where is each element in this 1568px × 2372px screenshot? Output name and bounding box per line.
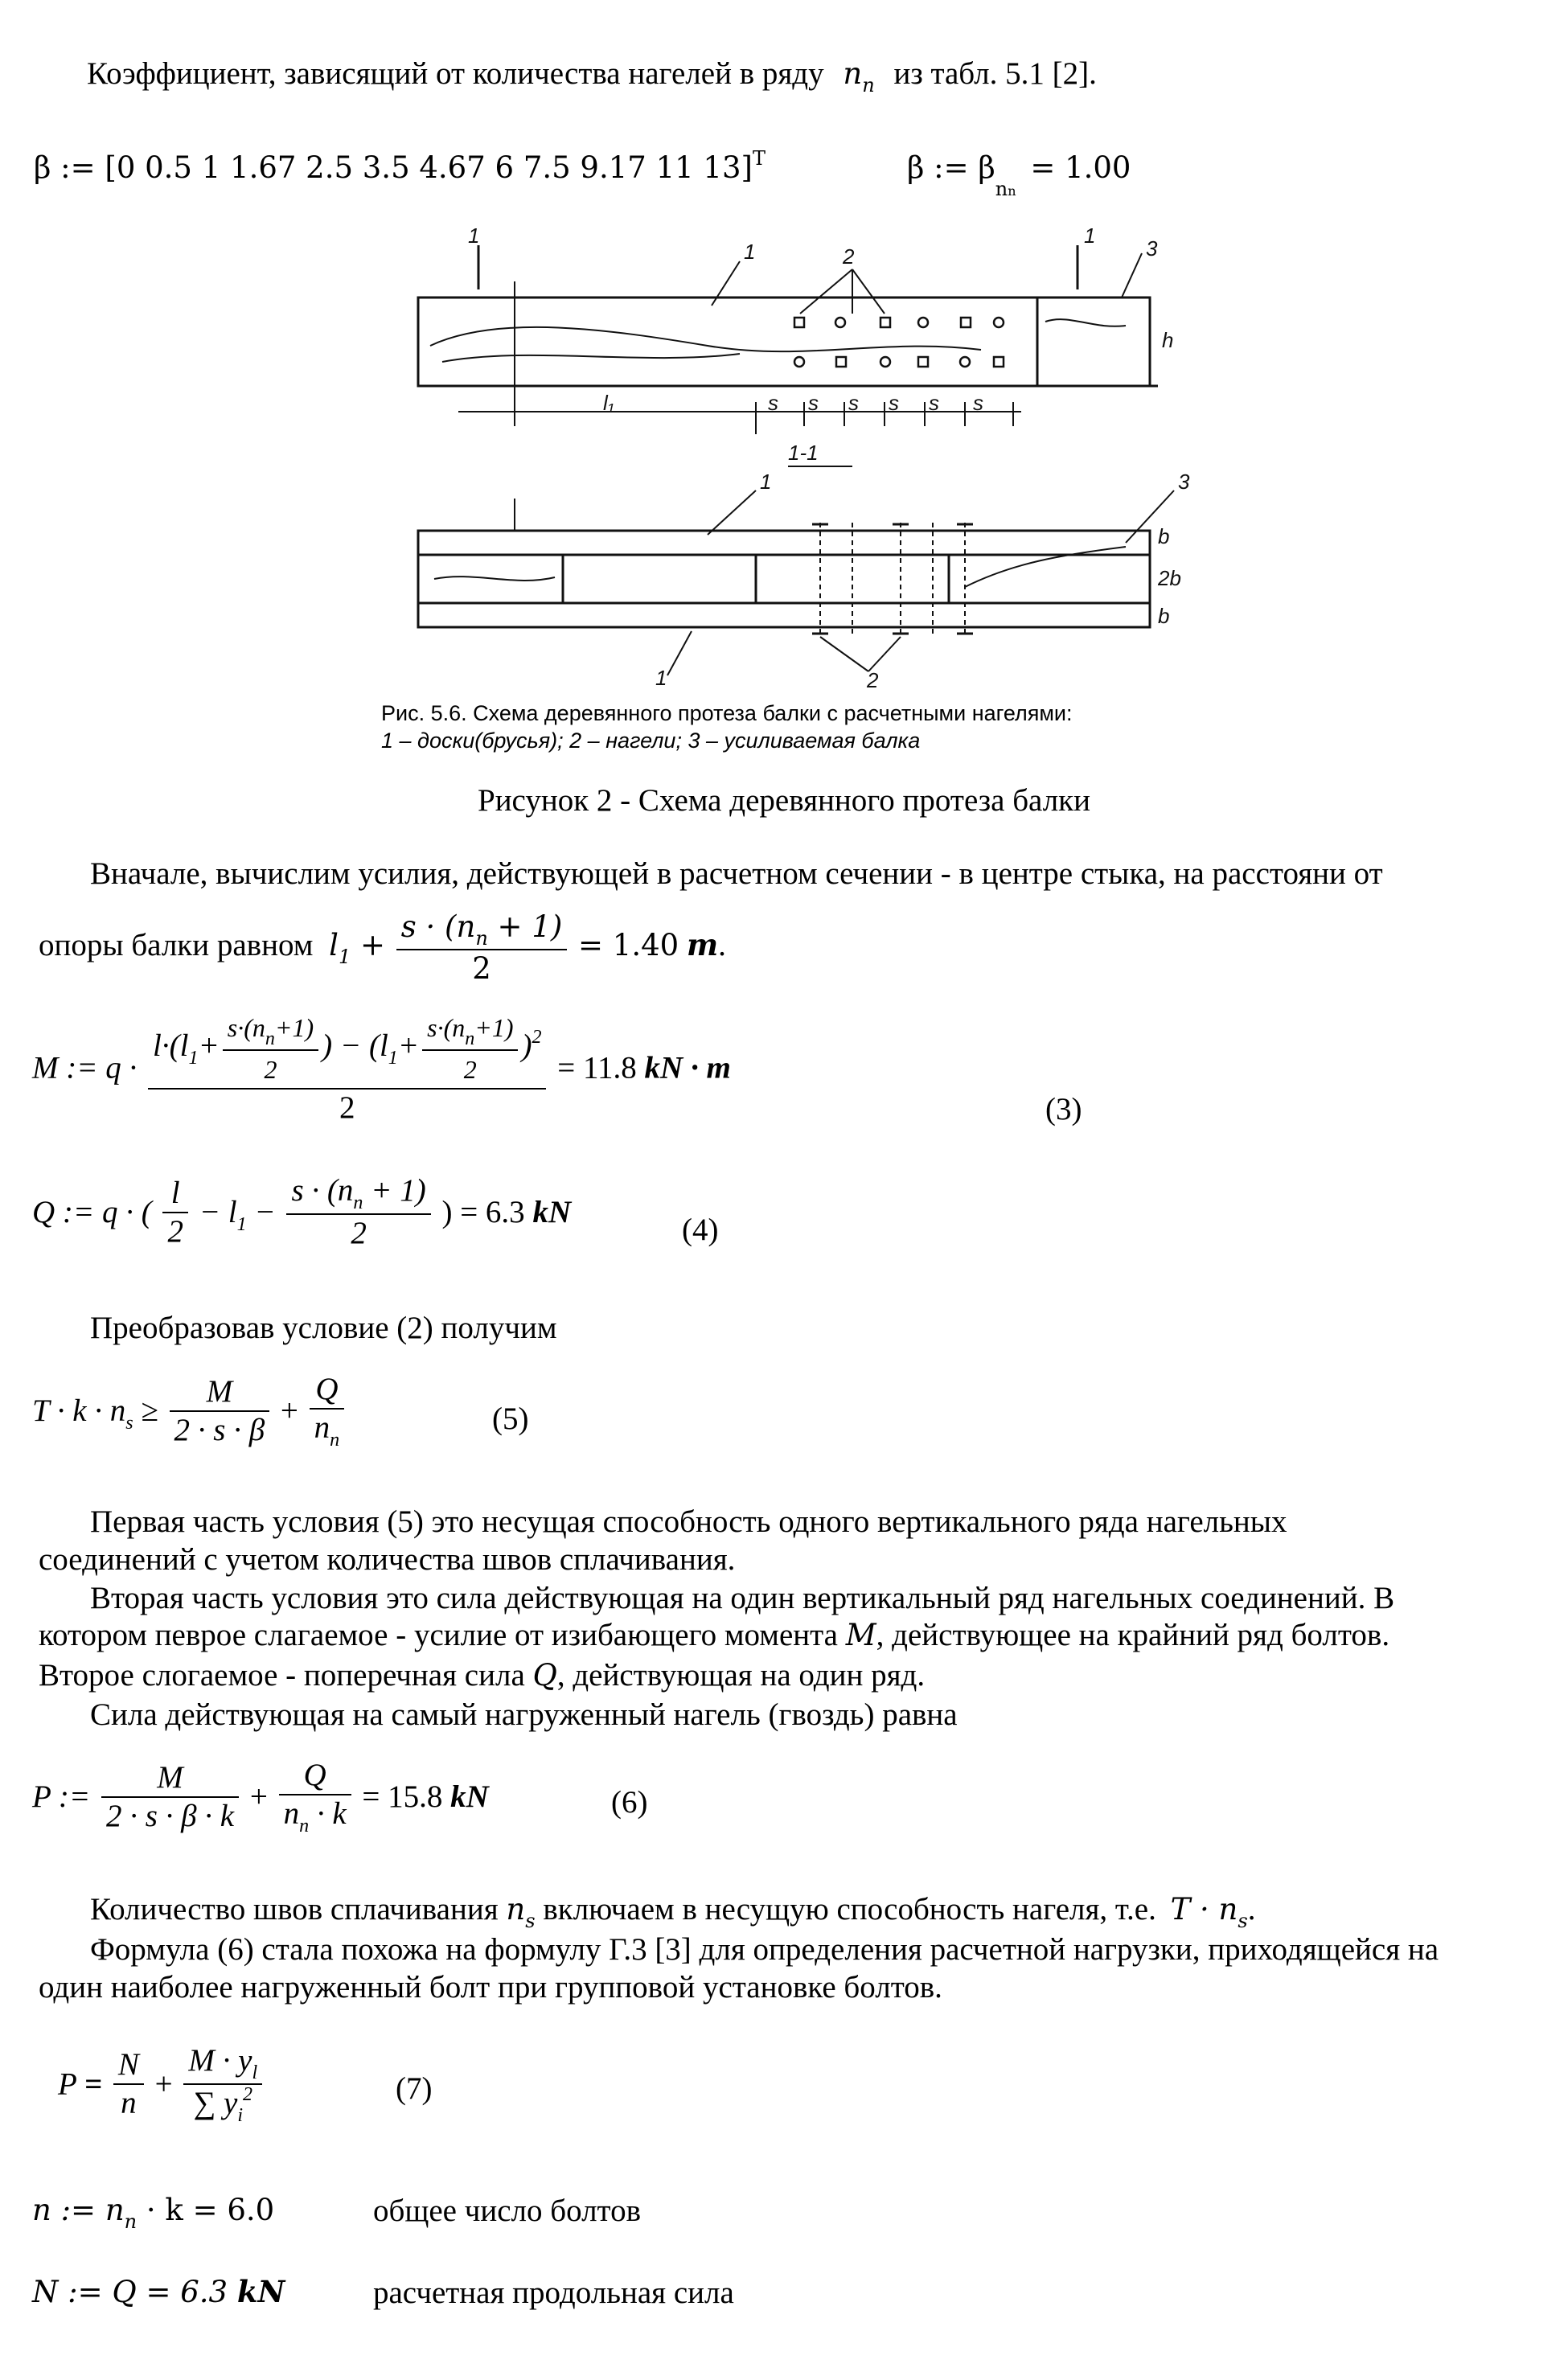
- paragraph-first-part-line2: соединений с учетом количества швов сплачивания.: [39, 1542, 736, 1577]
- board-lower: [418, 603, 1150, 627]
- equation-nail-force: P := $\frac{M}{2 \cdot s \cdot \beta \cdot k}$ + $\frac{Q}{n_n \cdot k}$ = 15.8 kN: [32, 1758, 489, 1836]
- dim-s: s: [768, 391, 778, 415]
- N-description: расчетная продольная сила: [373, 2276, 734, 2310]
- dim-s: s: [889, 391, 899, 415]
- callout-3: 3: [1146, 236, 1158, 261]
- reinforced-beam-section: [418, 555, 1150, 603]
- paragraph-seams: Количество швов сплачивания $n_s$ включаем в несущую способность нагеля, т.е. $T \cdot n_s$.: [90, 1892, 1256, 1932]
- figure-title: Рисунок 2 - Схема деревянного протеза балки: [478, 783, 1090, 818]
- equation-shear: Q := q · ( $\frac{l}{2}$ − $l_1$ − $\frac{s \cdot (n_n + 1)}{2}$ ) = 6.3 kN: [32, 1173, 572, 1250]
- eq5-number: (5): [492, 1401, 529, 1436]
- section-mark-left: 1: [468, 225, 480, 248]
- n-definition: n := $n_n \cdot k = 6.0$: [32, 2193, 275, 2233]
- prosthesis-diagram: [402, 225, 1190, 691]
- dim-b-bottom: b: [1158, 604, 1170, 628]
- callout-2-bottom: 2: [867, 668, 879, 691]
- paragraph-intro: Вначале, вычислим усилия, действующей в расчетном сечении - в центре стыка, на расстояни от: [90, 856, 1383, 891]
- board-upper: [418, 531, 1150, 555]
- paragraph-second-part: Вторая часть условия это сила действующая на один вертикальный ряд нагельных соединений. В: [90, 1581, 1395, 1615]
- figure-caption-line2: 1 – доски(брусья); 2 – нагели; 3 – усиливаемая балка: [381, 728, 921, 753]
- N-definition: N := Q = 6.3 kN: [32, 2274, 285, 2309]
- eq3-number: (3): [1045, 1092, 1082, 1126]
- intro-text: Коэффициент, зависящий от количества нагелей в ряду $n_n$ из табл. 5.1 [2].: [87, 56, 1097, 96]
- equation-moment: M := q · $l\cdot(l_1+$ $\frac{s\cdot(n_n+1)}{2}$ ) − ($l_1+$ $\frac{s\cdot(n_n+1)}{2}$ )$^2$ 2 = 11.8 kN · m: [32, 1013, 731, 1125]
- dim-s: s: [973, 391, 983, 415]
- figure-caption-line1: Рис. 5.6. Схема деревянного протеза балки с расчетными нагелями:: [381, 701, 1073, 725]
- beam-top-view: [418, 298, 1150, 386]
- dim-s: s: [848, 391, 859, 415]
- callout-2: 2: [843, 244, 855, 269]
- beta-definition: β := [0 0.5 1 1.67 2.5 3.5 4.67 6 7.5 9.17 11 13]$^T$: [34, 147, 766, 185]
- beta-value: β := $\beta_{nn} = 1.00$: [907, 150, 1131, 200]
- paragraph-intro-line2: опоры балки равном $l_1$ + $\frac{s \cdot (n_n + 1)}{2}$ = 1.40 m.: [39, 909, 726, 986]
- section-mark-right: 1: [1084, 225, 1096, 248]
- paragraph-transform: Преобразовав условие (2) получим: [90, 1311, 557, 1345]
- eq7-number: (7): [396, 2071, 433, 2106]
- callout-1-side: 1: [760, 470, 772, 494]
- n-description: общее число болтов: [373, 2193, 641, 2228]
- section-title: 1-1: [788, 441, 819, 465]
- paragraph-second-part-line2: котором певрое слагаемое - усилие от изибающего момента M, действующее на крайний ряд болтов.: [39, 1618, 1390, 1652]
- paragraph-formula-g3: Формула (6) стала похожа на формулу Г.3 [3] для определения расчетной нагрузки, приходящейся на: [90, 1932, 1439, 1967]
- equation-condition: $T \cdot k \cdot n_s$ ≥ $\frac{M}{2 \cdot s \cdot \beta}$ + $\frac{Q}{n_n}$: [32, 1371, 347, 1451]
- dim-l1: l₁: [603, 391, 614, 415]
- paragraph-first-part: Первая часть условия (5) это несущая способность одного вертикального ряда нагельных: [90, 1504, 1287, 1539]
- equation-bolt-load: P = $\frac{N}{n}$ + $\frac{M \cdot y_l}{\sum y_i^2}$: [58, 2042, 265, 2126]
- dim-s: s: [808, 391, 819, 415]
- paragraph-second-part-line3: Второе слогаемое - поперечная сила Q, действующая на один ряд.: [39, 1658, 926, 1693]
- nail-marks: [794, 318, 1004, 367]
- dim-s: s: [929, 391, 939, 415]
- paragraph-loaded-nail: Сила действующая на самый нагруженный нагель (гвоздь) равна: [90, 1697, 958, 1732]
- callout-3-side: 3: [1178, 470, 1190, 494]
- height-label: h: [1162, 328, 1174, 352]
- dim-2b: 2b: [1158, 566, 1181, 590]
- eq4-number: (4): [682, 1213, 719, 1247]
- paragraph-formula-g3-line2: один наиболее нагруженный болт при групповой установке болтов.: [39, 1970, 942, 2005]
- callout-1-bottom: 1: [655, 666, 667, 690]
- dim-b-top: b: [1158, 524, 1170, 548]
- callout-1: 1: [744, 240, 756, 264]
- eq6-number: (6): [611, 1785, 648, 1820]
